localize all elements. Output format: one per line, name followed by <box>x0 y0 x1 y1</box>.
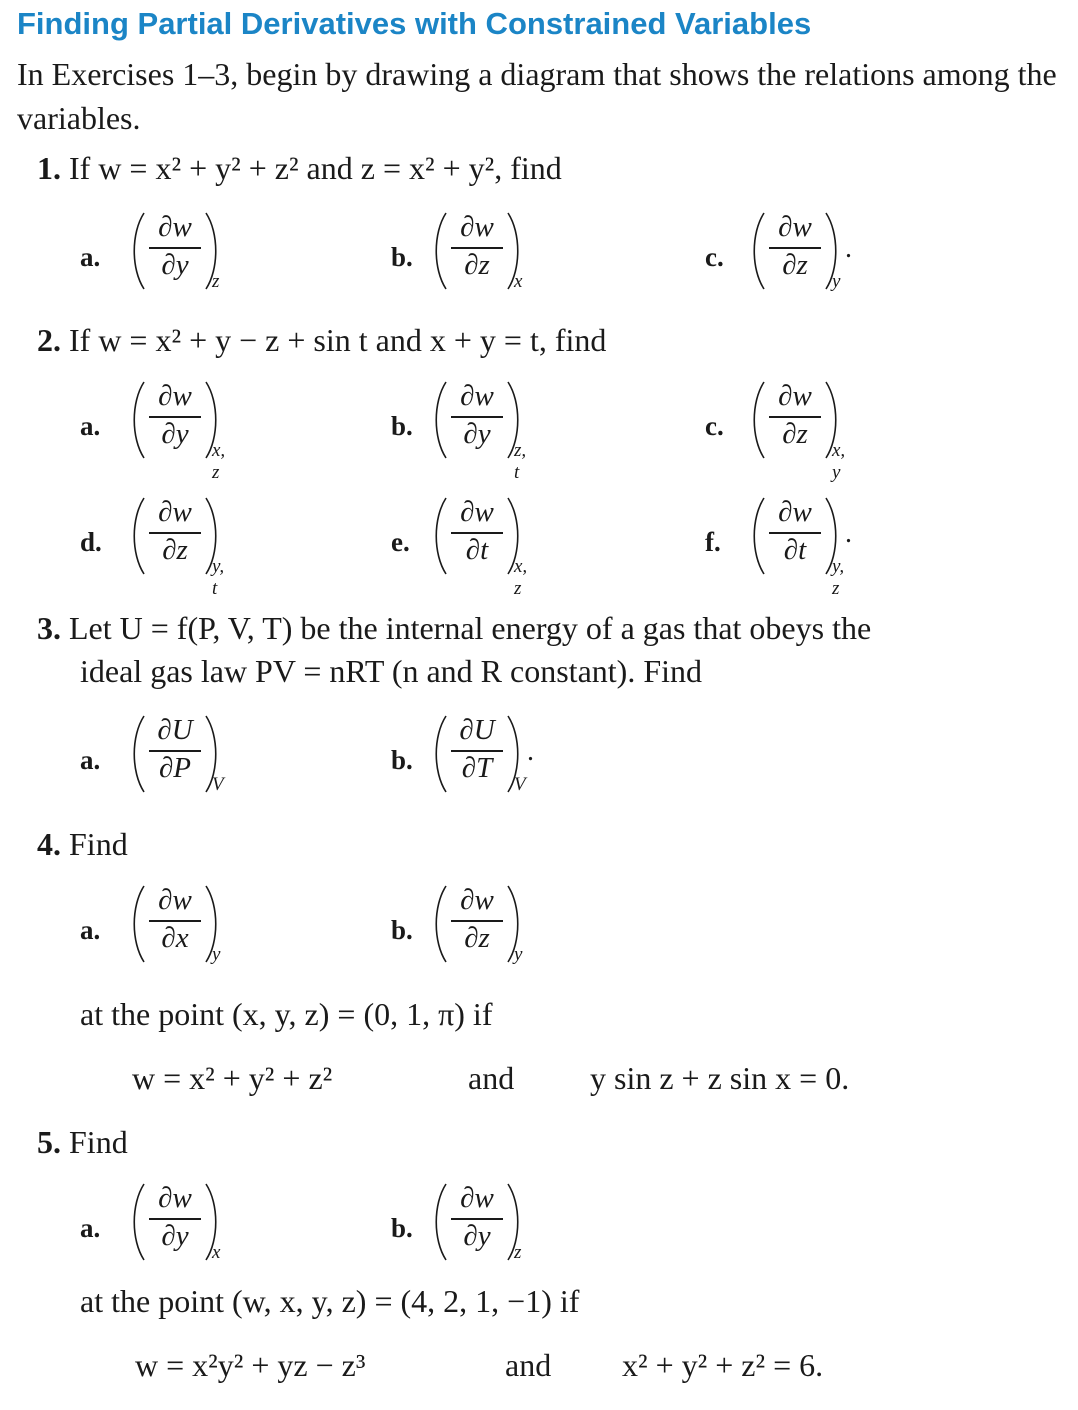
held-constant-subscript: x, y <box>832 440 846 483</box>
held-constant-subscript: y, t <box>212 556 225 599</box>
denominator: ∂y <box>463 1220 491 1252</box>
numerator: ∂w <box>158 1182 192 1214</box>
denominator: ∂P <box>158 752 192 784</box>
denominator: ∂t <box>783 534 807 566</box>
problem-number: 3. <box>37 610 61 646</box>
denominator: ∂z <box>782 418 808 450</box>
problem-4-and: and <box>468 1060 515 1096</box>
item-label: a. <box>80 411 101 441</box>
numerator: ∂w <box>460 211 494 243</box>
numerator: ∂w <box>778 211 812 243</box>
item-label: b. <box>391 915 413 945</box>
problem-number: 2. <box>37 322 61 358</box>
denominator: ∂T <box>461 752 493 784</box>
held-constant-subscript: y <box>212 944 221 965</box>
item-label: a. <box>80 745 101 775</box>
trailing-period: . <box>845 518 852 549</box>
item-label: b. <box>391 411 413 441</box>
denominator: ∂t <box>465 534 489 566</box>
problem-text: Find <box>69 1124 128 1160</box>
denominator: ∂y <box>161 418 189 450</box>
problem-5-equation-2: x² + y² + z² = 6. <box>622 1347 824 1383</box>
numerator: ∂w <box>158 380 192 412</box>
numerator: ∂w <box>778 380 812 412</box>
denominator: ∂z <box>464 922 490 954</box>
denominator: ∂z <box>464 249 490 281</box>
held-constant-subscript: x <box>212 1242 221 1263</box>
item-label: e. <box>391 527 410 557</box>
item-label: f. <box>705 527 721 557</box>
numerator: ∂w <box>158 884 192 916</box>
numerator: ∂w <box>460 380 494 412</box>
numerator: ∂U <box>157 714 193 746</box>
denominator: ∂z <box>782 249 808 281</box>
held-constant-subscript: x <box>514 271 523 292</box>
item-label: a. <box>80 915 101 945</box>
numerator: ∂w <box>460 884 494 916</box>
problem-4-equation-2: y sin z + z sin x = 0. <box>590 1060 850 1096</box>
denominator: ∂z <box>162 534 188 566</box>
item-label: b. <box>391 242 413 272</box>
denominator: ∂y <box>161 249 189 281</box>
held-constant-subscript: z <box>514 1242 522 1263</box>
held-constant-subscript: y <box>832 271 841 292</box>
numerator: ∂w <box>778 496 812 528</box>
problem-text: If w = x² + y − z + sin t and x + y = t, find <box>69 322 607 358</box>
held-constant-subscript: y, z <box>832 556 845 599</box>
problem-3-line-2: ideal gas law PV = nRT (n and R constant). Find <box>80 653 702 689</box>
problem-number: 4. <box>37 826 61 862</box>
problem-3 <box>37 610 871 647</box>
problem-5-equation-1: w = x²y² + yz − z³ <box>135 1347 366 1383</box>
denominator: ∂y <box>463 418 491 450</box>
section-heading: Finding Partial Derivatives with Constrained Variables <box>17 6 812 41</box>
numerator: ∂w <box>158 496 192 528</box>
problem-number: 5. <box>37 1124 61 1160</box>
problem-5 <box>37 1124 128 1161</box>
numerator: ∂w <box>460 496 494 528</box>
denominator: ∂y <box>161 1220 189 1252</box>
held-constant-subscript: z <box>212 271 220 292</box>
item-label: b. <box>391 745 413 775</box>
problem-5-and: and <box>505 1347 552 1383</box>
held-constant-subscript: x, z <box>514 556 528 599</box>
numerator: ∂w <box>158 211 192 243</box>
held-constant-subscript: V <box>212 774 224 795</box>
item-label: d. <box>80 527 102 557</box>
item-label: a. <box>80 242 101 272</box>
item-label: c. <box>705 411 724 441</box>
item-label: c. <box>705 242 724 272</box>
problem-4-point: at the point (x, y, z) = (0, 1, π) if <box>80 996 493 1032</box>
problem-text: If w = x² + y² + z² and z = x² + y², find <box>69 150 562 186</box>
numerator: ∂U <box>459 714 495 746</box>
held-constant-subscript: y <box>514 944 523 965</box>
problem-4 <box>37 826 128 863</box>
held-constant-subscript: V <box>514 774 526 795</box>
problem-text: Find <box>69 826 128 862</box>
trailing-period: . <box>845 233 852 264</box>
held-constant-subscript: z, t <box>514 440 527 483</box>
problem-2 <box>37 322 606 359</box>
held-constant-subscript: x, z <box>212 440 226 483</box>
problem-text-line-1: Let U = f(P, V, T) be the internal energy of a gas that obeys the <box>69 610 872 646</box>
problem-number: 1. <box>37 150 61 186</box>
item-label: b. <box>391 1213 413 1243</box>
problem-5-point: at the point (w, x, y, z) = (4, 2, 1, −1) if <box>80 1283 580 1319</box>
denominator: ∂x <box>161 922 189 954</box>
item-label: a. <box>80 1213 101 1243</box>
problem-4-equation-1: w = x² + y² + z² <box>132 1060 333 1096</box>
problem-1 <box>37 150 562 187</box>
trailing-period: . <box>527 736 534 767</box>
numerator: ∂w <box>460 1182 494 1214</box>
intro-text: In Exercises 1–3, begin by drawing a diagram that shows the relations among the variables. <box>17 56 1057 136</box>
